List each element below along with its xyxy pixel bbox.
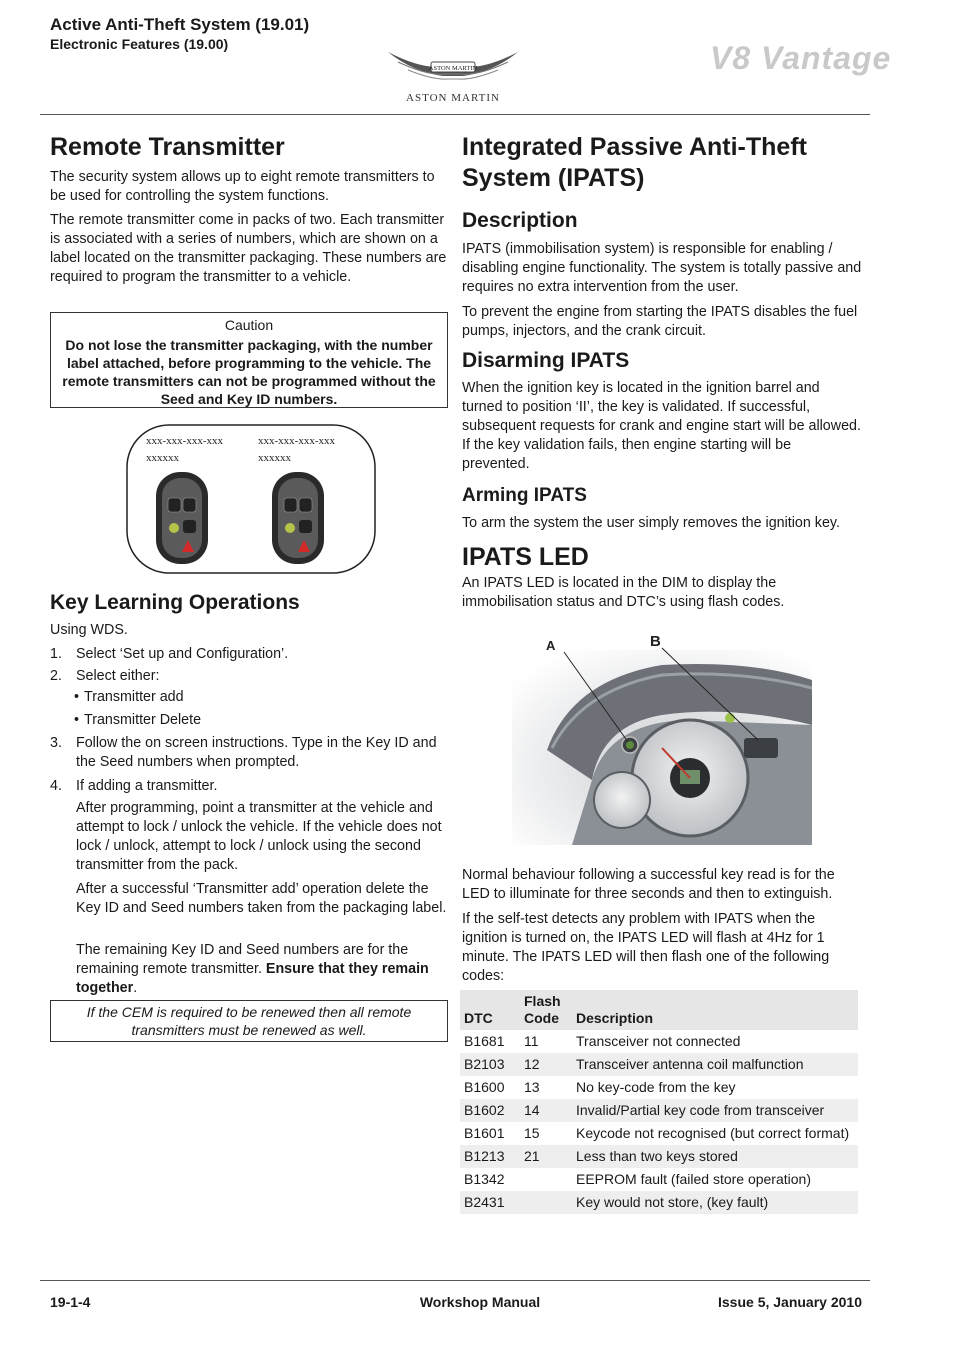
logo-banner-text: ASTON MARTIN: [428, 65, 478, 72]
flash-code: 13: [524, 1079, 540, 1095]
flash-code: 15: [524, 1125, 540, 1141]
issue-date: Issue 5, January 2010: [718, 1294, 862, 1310]
dtc-code: B1602: [460, 1099, 520, 1122]
dtc-code: B1342: [464, 1171, 505, 1187]
dtc-description: EEPROM fault (failed store operation): [576, 1171, 811, 1187]
step-4-number: 4.: [50, 778, 62, 794]
callout-b: B: [650, 633, 661, 650]
dtc-table: [460, 990, 858, 1214]
step-4-paragraph-2: After a successful ‘Transmitter add’ operation delete the Key ID and Seed numbers taken from the packaging label.: [76, 881, 447, 916]
logo-text: ASTON MARTIN: [406, 92, 500, 104]
ipats-heading-line-1: Integrated Passive Anti-Theft: [462, 133, 807, 161]
step-3-text: Follow the on screen instructions. Type in the Key ID and the Seed numbers when prompted.: [76, 735, 437, 770]
description-paragraph-1: IPATS (immobilisation system) is responsible for enabling / disabling engine functionality. The system is totally passive and requires no extra intervention from the user.: [462, 241, 862, 295]
bullet-item: Transmitter Delete: [84, 712, 202, 728]
bullet-marker: •: [74, 712, 80, 728]
flash-code: [520, 1168, 572, 1191]
disarming-heading: Disarming IPATS: [462, 349, 630, 372]
step-1-text: Select ‘Set up and Configuration’.: [76, 646, 289, 662]
dtc-description: Key would not store, (key fault): [572, 1191, 858, 1214]
arming-paragraph: To arm the system the user simply removes the ignition key.: [462, 515, 840, 531]
remote-transmitter-heading: Remote Transmitter: [50, 133, 285, 161]
arming-heading: Arming IPATS: [462, 485, 587, 506]
flash-code: 11: [524, 1033, 539, 1049]
key-learning-heading: Key Learning Operations: [50, 591, 300, 614]
dtc-code: B1681: [464, 1033, 505, 1049]
step-2-number: 2.: [50, 668, 62, 684]
callout-a: A: [546, 638, 556, 653]
dtc-description: Transceiver antenna coil malfunction: [572, 1053, 858, 1076]
table-row: [460, 1122, 858, 1145]
dtc-code: B1601: [464, 1125, 505, 1141]
table-header-row: [460, 990, 858, 1030]
note-box: [50, 1000, 448, 1042]
using-wds: Using WDS.: [50, 622, 128, 638]
description-paragraph-2: To prevent the engine from starting the IPATS disables the fuel pumps, injectors, and the crank circuit.: [462, 304, 858, 339]
header-title: Active Anti-Theft System (19.01): [50, 15, 310, 34]
bullet-marker: •: [74, 689, 80, 705]
dtc-description: Invalid/Partial key code from transceiver: [572, 1099, 858, 1122]
dtc-code: B1213: [460, 1145, 520, 1168]
ipats-heading-line-2: System (IPATS): [462, 164, 645, 192]
header-dtc: DTC: [460, 990, 520, 1030]
step-1-number: 1.: [50, 646, 62, 662]
self-test-paragraph: If the self-test detects any problem with IPATS when the ignition is turned on, the IPATS LED will flash at 4Hz for 1 minute. The IPATS LED will then flash one of the following codes:: [462, 911, 830, 984]
step-4-p3-emphasis: Ensure that they remain together: [76, 961, 429, 996]
ipats-led-heading: IPATS LED: [462, 543, 589, 571]
caution-text: Do not lose the transmitter packaging, with the number label attached, before programming to the vehicle. The remote transmitters can not be programmed without the Seed and Key ID numbers.: [62, 337, 436, 407]
table-row: [460, 1053, 858, 1076]
remote-fob-1: [156, 472, 208, 564]
transmitter-figure: [126, 424, 376, 574]
caution-box: [50, 312, 448, 408]
table-row: [460, 1168, 858, 1191]
page-number: 19-1-4: [50, 1294, 91, 1310]
ipats-led-paragraph: An IPATS LED is located in the DIM to display the immobilisation status and DTC’s using flash codes.: [462, 575, 785, 610]
step-2-text: Select either:: [76, 668, 160, 684]
dtc-code: B2431: [460, 1191, 520, 1214]
description-heading: Description: [462, 209, 578, 232]
dtc-code: B2103: [460, 1053, 520, 1076]
dtc-description: Transceiver not connected: [576, 1033, 741, 1049]
flash-code: 21: [520, 1145, 572, 1168]
step-4-text: If adding a transmitter.: [76, 778, 218, 794]
header-divider: [40, 114, 870, 115]
footer-divider: [40, 1280, 870, 1281]
dtc-description: Keycode not recognised (but correct format): [576, 1125, 850, 1141]
flash-code: 14: [520, 1099, 572, 1122]
disarming-paragraph: When the ignition key is located in the ignition barrel and turned to position ‘II’, the key is validated. If successful, subsequent requests for crank and engine start will be allowed. If the key validation fails, then engine starting will be prevented.: [462, 380, 861, 472]
step-4-paragraph-3: [76, 941, 450, 998]
table-row: [460, 1191, 858, 1214]
flash-code: 12: [520, 1053, 572, 1076]
remote-paragraph-1: The security system allows up to eight remote transmitters to be used for controlling the system functions.: [50, 169, 435, 204]
step-4-p3-text: The remaining Key ID and Seed numbers are for the remaining remote transmitter.: [76, 942, 409, 977]
remote-paragraph-2: The remote transmitter come in packs of two. Each transmitter is associated with a series of numbers, which are shown on a label located on the transmitter packaging. These numbers are required to program the transmitter to a vehicle.: [50, 212, 447, 285]
header-description: Description: [572, 990, 858, 1030]
step-4-paragraph-1: After programming, point a transmitter at the vehicle and attempt to lock / unlock the vehicle. If the vehicle does not lock / unlock, attempt to lock / unlock using the second transmitter from the pack.: [76, 800, 442, 873]
header-flash-code: Flash Code: [520, 990, 572, 1030]
brand-name: V8 Vantage: [710, 40, 892, 76]
dtc-code: B1600: [464, 1079, 505, 1095]
dtc-description: Less than two keys stored: [572, 1145, 858, 1168]
note-text: If the CEM is required to be renewed then all remote transmitters must be renewed as well.: [86, 1004, 412, 1038]
instrument-cluster-figure: [512, 630, 812, 845]
flash-code: [520, 1191, 572, 1214]
manual-title: Workshop Manual: [419, 1294, 541, 1310]
fig-label-2b: xxxxxx: [258, 452, 291, 464]
step-4-p3-end: .: [133, 980, 138, 996]
table-row: [460, 1076, 858, 1099]
normal-behaviour-paragraph: Normal behaviour following a successful key read is for the LED to illuminate for three seconds and then to extinguish.: [462, 867, 835, 902]
fig-label-2a: xxx-xxx-xxx-xxx: [258, 435, 335, 447]
fig-label-1b: xxxxxx: [146, 452, 179, 464]
fig-label-1a: xxx-xxx-xxx-xxx: [146, 435, 223, 447]
dtc-description: No key-code from the key: [576, 1079, 736, 1095]
remote-fob-2: [272, 472, 324, 564]
step-3-number: 3.: [50, 735, 62, 751]
table-row: [460, 1099, 858, 1122]
table-row: [460, 1145, 858, 1168]
table-row: [460, 1030, 858, 1053]
bullet-item: Transmitter add: [84, 689, 184, 705]
header-subtitle: Electronic Features (19.00): [50, 36, 229, 52]
caution-title: Caution: [224, 317, 274, 333]
